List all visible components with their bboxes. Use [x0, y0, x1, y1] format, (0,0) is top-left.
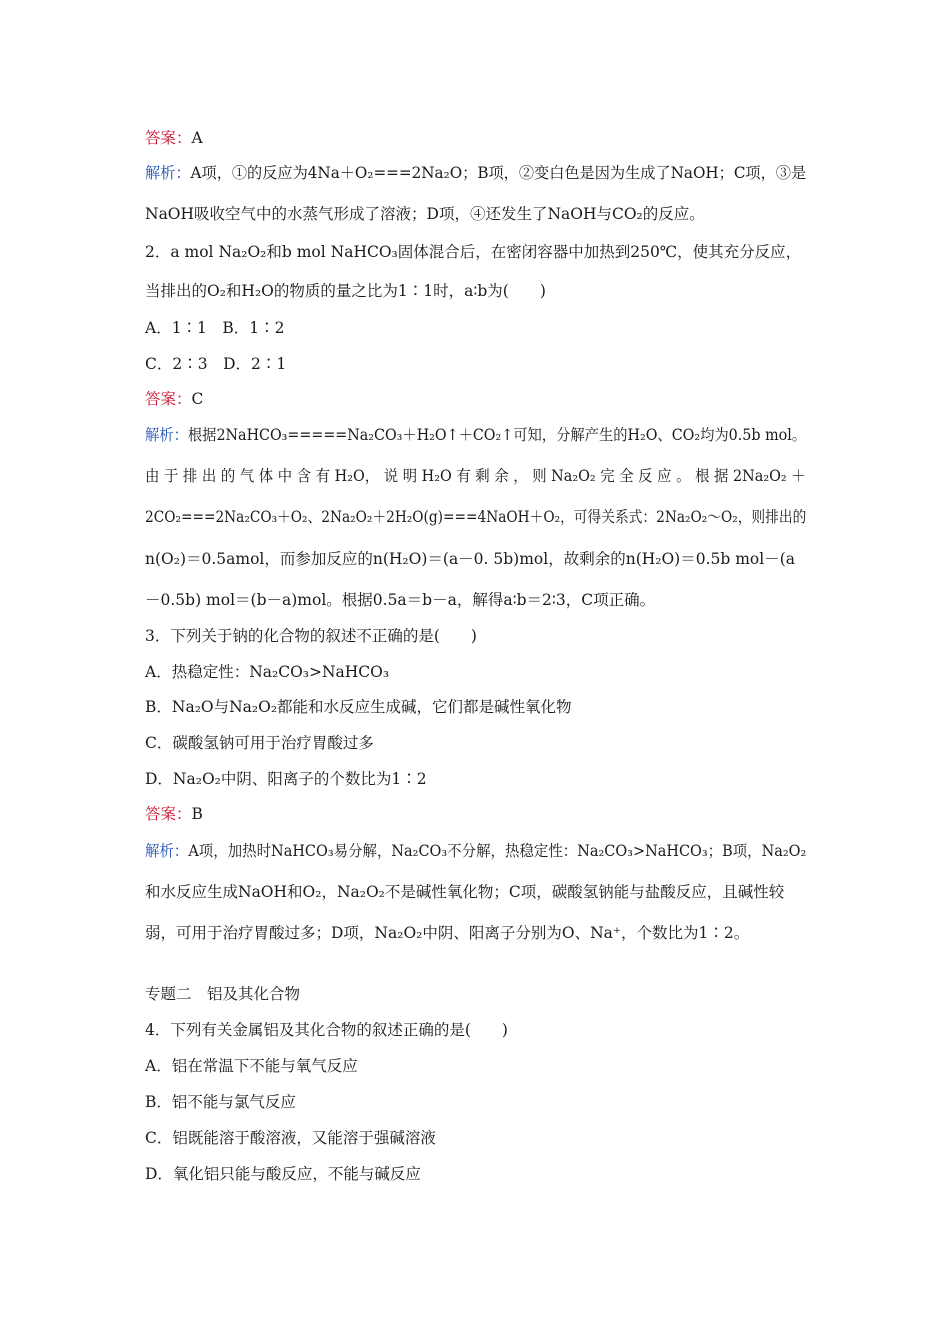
question-2-options-ab: A．1∶1 B．1∶2	[145, 319, 285, 337]
question-4-option-c: C．铝既能溶于酸溶液，又能溶于强碱溶液	[145, 1129, 436, 1147]
answer-value: B	[191, 805, 203, 823]
analysis-line-q3-1	[145, 840, 806, 862]
question-4-option-d: D．氧化铝只能与酸反应，不能与碱反应	[145, 1165, 421, 1183]
answer-label: 答案：	[145, 129, 192, 147]
analysis-label: 解析：	[145, 164, 191, 182]
question-2-options-cd: C．2∶3 D．2∶1	[145, 355, 287, 373]
analysis-text: A项，加热时NaHCO₃易分解，Na₂CO₃不分解，热稳定性：Na₂CO₃>NaHCO₃；B项，Na₂O₂	[188, 842, 807, 860]
question-4-option-b: B．铝不能与氯气反应	[145, 1093, 296, 1111]
analysis-text: 根据2NaHCO₃=====Na₂CO₃＋H₂O↑＋CO₂↑可知，分解产生的H₂O、CO₂均为0.5b mol。	[187, 426, 807, 444]
question-4-option-a: A．铝在常温下不能与氧气反应	[145, 1057, 358, 1075]
analysis-line-q2-1	[145, 424, 806, 446]
analysis-text: A项，①的反应为4Na＋O₂===2Na₂O；B项，②变白色是因为生成了NaOH；C项，③是	[190, 164, 807, 182]
analysis-line-q1-2: NaOH吸收空气中的水蒸气形成了溶液；D项，④还发生了NaOH与CO₂的反应。	[145, 205, 705, 223]
answer-label: 答案：	[145, 805, 192, 823]
question-3-option-a: A．热稳定性：Na₂CO₃>NaHCO₃	[145, 663, 390, 681]
analysis-line-q2-2: 由 于 排 出 的 气 体 中 含 有 H₂O， 说 明 H₂O 有 剩 余 ， 则 Na₂O₂ 完 全 反 应 。 根 据 2Na₂O₂ ＋	[145, 467, 806, 485]
question-3-option-d: D．Na₂O₂中阴、阳离子的个数比为1∶2	[145, 770, 427, 788]
analysis-label: 解析：	[145, 426, 188, 444]
analysis-line-q3-3: 弱，可用于治疗胃酸过多；D项，Na₂O₂中阴、阳离子分别为O、Na⁺，个数比为1∶2。	[145, 924, 750, 942]
answer-line-q2	[145, 388, 203, 410]
answer-line-q1	[145, 127, 203, 149]
answer-label: 答案：	[145, 390, 192, 408]
analysis-line-q1-1	[145, 162, 806, 184]
answer-line-q3	[145, 803, 203, 825]
analysis-line-q2-3: 2CO₂===2Na₂CO₃＋O₂、2Na₂O₂＋2H₂O(g)===4NaOH＋O₂，可得关系式：2Na₂O₂～O₂，则排出的	[145, 508, 807, 526]
analysis-line-q3-2: 和水反应生成NaOH和O₂，Na₂O₂不是碱性氧化物；C项，碳酸氢钠能与盐酸反应，且碱性较	[145, 883, 785, 901]
analysis-line-q2-4: n(O₂)＝0.5amol，而参加反应的n(H₂O)＝(a－0. 5b)mol，故剩余的n(H₂O)＝0.5b mol－(a	[145, 550, 796, 568]
answer-value: C	[191, 390, 204, 408]
question-3-stem: 3．下列关于钠的化合物的叙述不正确的是( )	[145, 627, 477, 645]
question-2-line-1: 2．a mol Na₂O₂和b mol NaHCO₃固体混合后，在密闭容器中加热到250℃，使其充分反应，	[145, 243, 802, 261]
question-4-stem: 4．下列有关金属铝及其化合物的叙述正确的是( )	[145, 1021, 508, 1039]
question-3-option-b: B．Na₂O与Na₂O₂都能和水反应生成碱，它们都是碱性氧化物	[145, 698, 572, 716]
analysis-label: 解析：	[145, 842, 189, 860]
question-3-option-c: C．碳酸氢钠可用于治疗胃酸过多	[145, 734, 374, 752]
question-2-line-2: 当排出的O₂和H₂O的物质的量之比为1∶1时，a∶b为( )	[145, 282, 546, 300]
analysis-line-q2-5: －0.5b) mol＝(b－a)mol。根据0.5a＝b－a，解得a∶b＝2∶3，C项正确。	[145, 591, 656, 609]
answer-value: A	[191, 129, 203, 147]
section-heading: 专题二 铝及其化合物	[145, 985, 301, 1003]
